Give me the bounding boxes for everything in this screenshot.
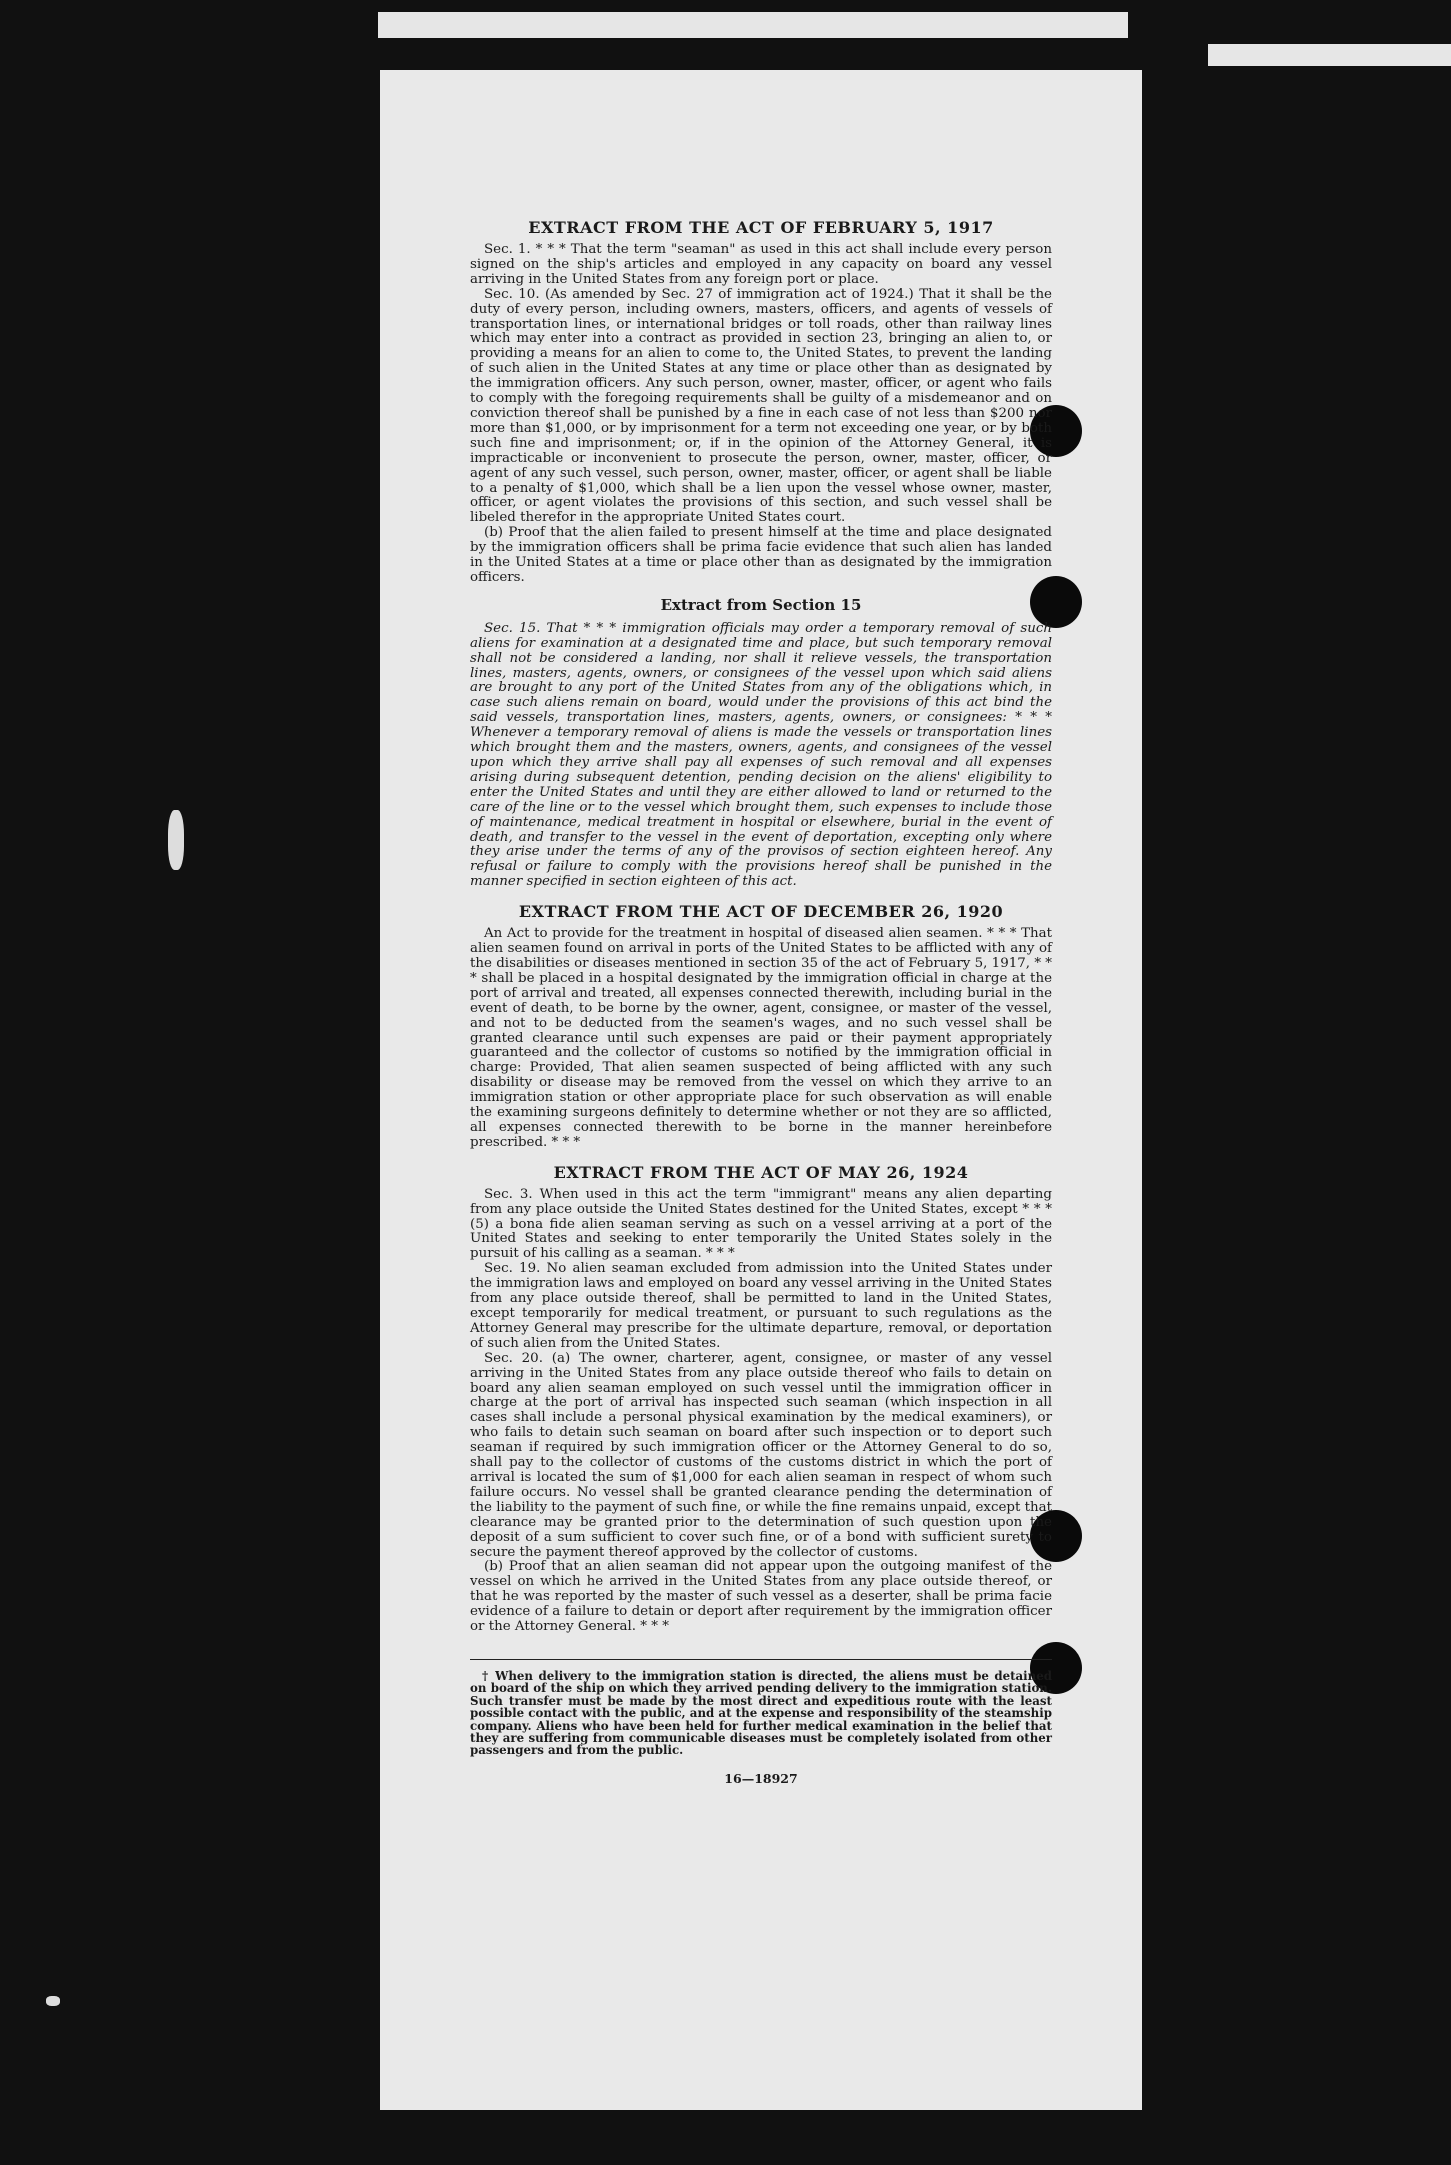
footnote: † When delivery to the immigration station is directed, the aliens must be detained on board of the ship on which they arrived pending delivery to the immigration station. Such transfer must be made by the most direct and expeditious route with the least possible contact with the public, and at the expense and responsibility of the steamship company. Aliens who have been held for further medical examination in the belief that they are suffering from communicable diseases must be completely isolated from other passengers and from the public. [470,1668,1052,1758]
paragraph: Sec. 1. * * * That the term "seaman" as used in this act shall include every person signed on the ship's articles and employed in any capacity on board any vessel arriving in the United States from any foreign port or place. [470,242,1052,287]
paragraph: Sec. 10. (As amended by Sec. 27 of immigration act of 1924.) That it shall be the duty of every person, including owners, masters, officers, and agents of vessels of transportation lines, or international bridges or toll roads, other than railway lines which may enter into a contract as provided in section 23, bringing an alien to, or providing a means for an alien to come to, the United States, to prevent the landing of such alien in the United States at any time or place other than as designated by the immigration officers. Any such person, owner, master, officer, or agent who fails to comply with the foregoing requirements shall be guilty of a misdemeanor and on conviction thereof shall be punished by a fine in each case of not less than $200 nor more than $1,000, or by imprisonment for a term not exceeding one year, or by both such fine and imprisonment; or, if in the opinion of the Attorney General, it is impracticable or inconvenient to prosecute the person, owner, master, officer, or agent of any such vessel, such person, owner, master, officer, or agent shall be liable to a penalty of $1,000, which shall be a lien upon the vessel whose owner, master, officer, or agent violates the provisions of this section, and such vessel shall be libeled therefor in the appropriate United States court. [470,286,1052,526]
paragraph: Sec. 19. No alien seaman excluded from admission into the United States under the immigration laws and employed on board any vessel arriving in the United States from any place outside thereof, shall be permitted to land in the United States, except temporarily for medical treatment, or pursuant to such regulations as the Attorney General may prescribe for the ultimate departure, removal, or deportation of such alien from the United States. [470,1261,1052,1351]
paragraph: (b) Proof that the alien failed to present himself at the time and place designated by the immigration officers shall be prima facie evidence that such alien has landed in the United States at a time or place other than as designated by the immigration officers. [470,525,1052,585]
document-page [380,70,1142,2110]
paragraph: (b) Proof that an alien seaman did not appear upon the outgoing manifest of the vessel on which he arrived in the United States from any place outside thereof, or that he was reported by the master of such vessel as a deserter, shall be prima facie evidence of a failure to detain or deport after requirement by the immigration officer or the Attorney General. * * * [470,1559,1052,1635]
paragraph: Sec. 15. That * * * immigration officials may order a temporary removal of such aliens for examination at a designated time and place, but such temporary removal shall not be considered a landing, nor shall it relieve vessels, the transportation lines, masters, agents, owners, or consignees of the vessel upon which said aliens are brought to any port of the United States from any of the obligations which, in case such aliens remain on board, would under the provisions of this act bind the said vessels, transportation lines, masters, agents, owners, or consignees: * * * Whenever a temporary removal of aliens is made the vessels or transportation lines which brought them and the masters, owners, agents, and consignees of the vessel upon which they arrive shall pay all expenses of such removal and all expenses arising during subsequent detention, pending decision on the aliens' eligibility to enter the United States and until they are either allowed to land or returned to the care of the line or to the vessel which brought them, such expenses to include those of maintenance, medical treatment in hospital or elsewhere, burial in the event of death, and transfer to the vessel in the event of deportation, excepting only where they arise under the terms of any of the provisos of section eighteen hereof. Any refusal or failure to comply with the provisions hereof shall be punished in the manner specified in section eighteen of this act. [470,620,1052,890]
page-number: 16—18927 [724,1770,798,1786]
paragraph: An Act to provide for the treatment in hospital of diseased alien seamen. * * * That alien seamen found on arrival in ports of the United States to be afflicted with any of the disabilities or diseases mentioned in section 35 of the act of February 5, 1917, * * * shall be placed in a hospital designated by the immigration official in charge at the port of arrival and treated, all expenses connected therewith, including burial in the event of death, to be borne by the owner, agent, consignee, or master of the vessel, and not to be deducted from the seamen's wages, and no such vessel shall be granted clearance until such expenses are paid or their payment appropriately guaranteed and the collector of customs so notified by the immigration official in charge: Provided, That alien seamen suspected of being afflicted with any such disability or disease may be removed from the vessel on which they arrive to an immigration station or other appropriate place for such observation as will enable the examining surgeons definitely to determine whether or not they are so afflicted, all expenses connected therewith to be borne in the manner hereinbefore prescribed. * * * [470,926,1052,1150]
section-heading: EXTRACT FROM THE ACT OF MAY 26, 1924 [553,1162,969,1182]
section-heading: EXTRACT FROM THE ACT OF FEBRUARY 5, 1917 [528,218,994,237]
film-speck [46,1996,60,2006]
film-edge-top [378,12,1128,38]
paragraph: Sec. 3. When used in this act the term "immigrant" means any alien departing from any place outside the United States destined for the United States, except * * * (5) a bona fide alien seaman serving as such on a vessel arriving at a port of the United States and seeking to enter temporarily the United States solely in the pursuit of his calling as a seaman. * * * [470,1186,1052,1262]
document-text [470,218,1052,1786]
film-edge-right [1208,44,1451,66]
section-heading: EXTRACT FROM THE ACT OF DECEMBER 26, 1920 [518,902,1004,922]
film-speck [168,810,184,870]
paragraph: Sec. 20. (a) The owner, charterer, agent, consignee, or master of any vessel arriving in the United States from any place outside thereof who fails to detain on board any alien seaman employed on such vessel until the immigration officer in charge at the port of arrival has inspected such seaman (which inspection in all cases shall include a personal physical examination by the medical examiners), or who fails to detain such seaman on board after such inspection or to deport such seaman if required by such immigration officer or the Attorney General to do so, shall pay to the collector of customs of the customs district in which the port of arrival is located the sum of $1,000 for each alien seaman in respect of whom such failure occurs. No vessel shall be granted clearance pending the determination of the liability to the payment of such fine, or while the fine remains unpaid, except that clearance may be granted prior to the determination of such question upon the deposit of a sum sufficient to cover such fine, or of a bond with sufficient surety to secure the payment thereof approved by the collector of customs. [470,1350,1052,1560]
section-subheading: Extract from Section 15 [660,595,862,614]
footnote-divider [470,1659,1052,1660]
